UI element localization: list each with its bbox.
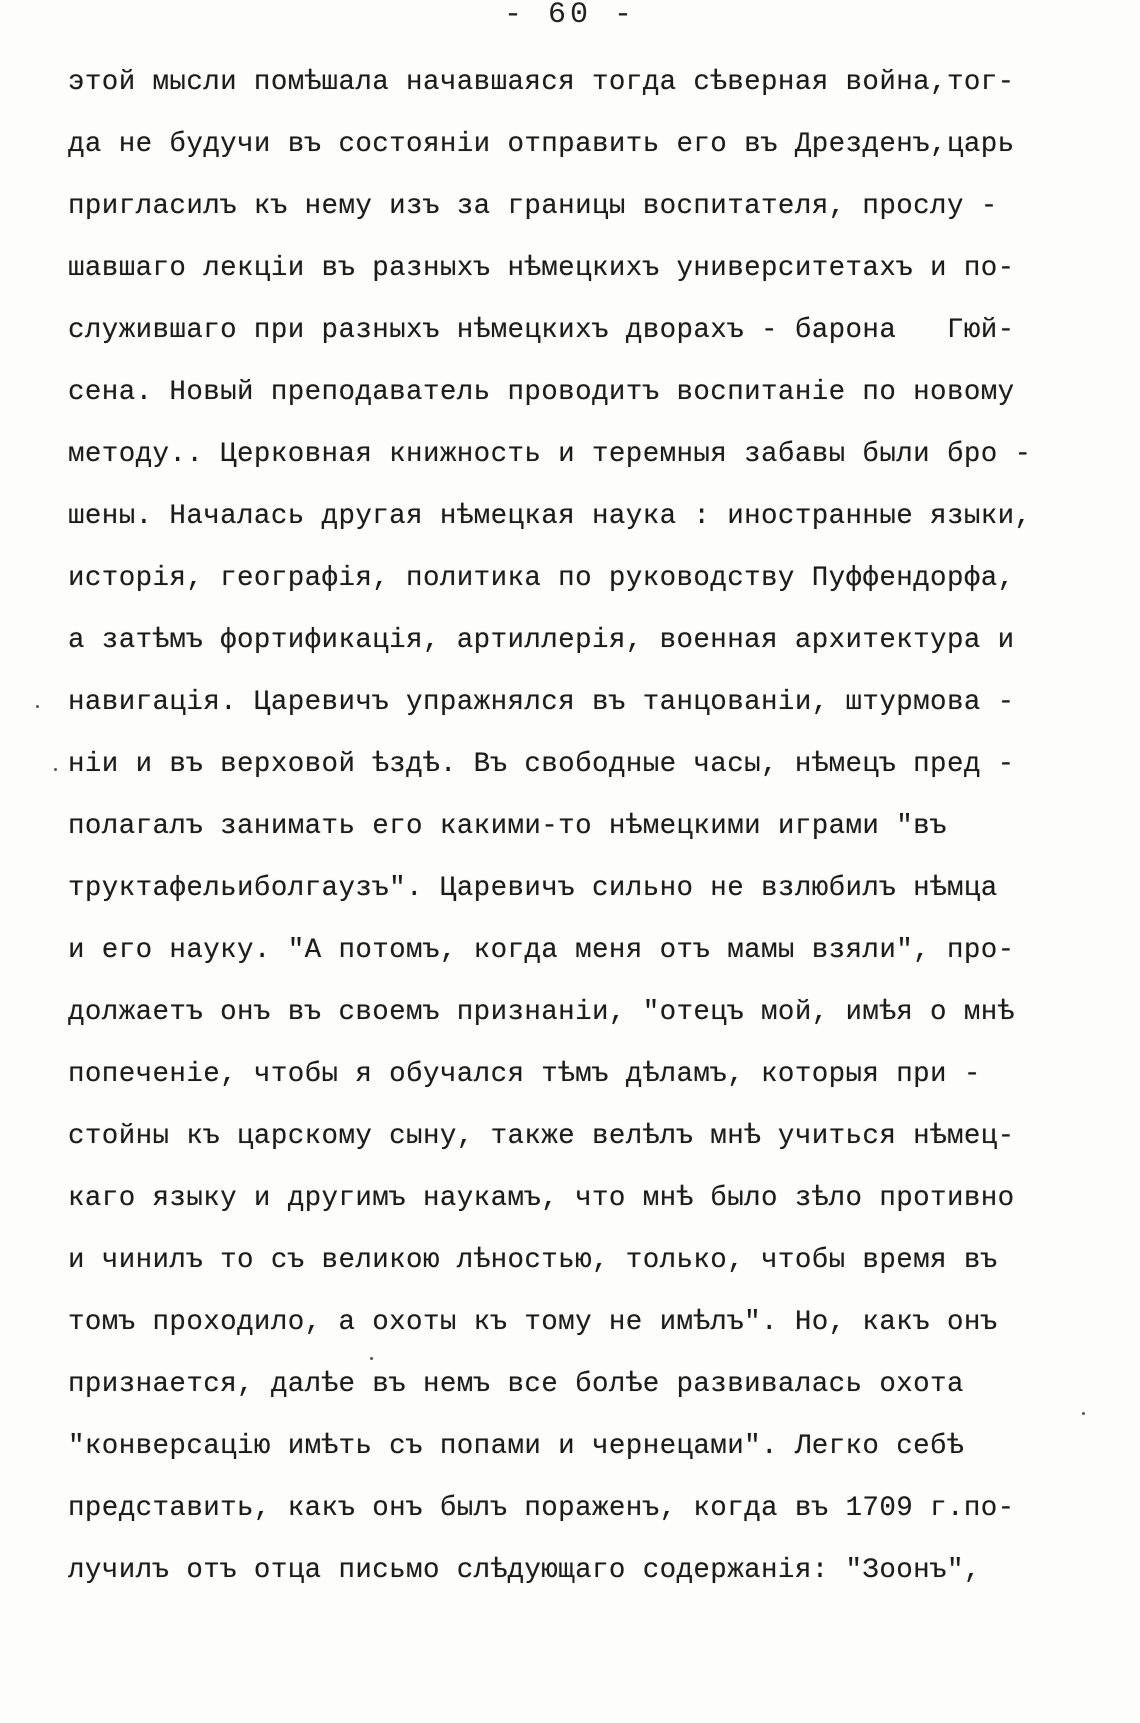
- text-line: этой мысли помѣшала начавшаяся тогда сѣверная война,тог-: [68, 67, 1015, 98]
- text-line: и чинилъ то съ великою лѣностью, только, чтобы время въ: [68, 1245, 998, 1276]
- scan-speck: [1082, 1412, 1085, 1415]
- text-line: попеченіе, чтобы я обучался тѣмъ дѣламъ, которыя при -: [68, 1059, 981, 1090]
- text-line: сена. Новый преподаватель проводитъ воспитаніе по новому: [68, 377, 1015, 408]
- text-line: "конверсацію имѣть съ попами и чернецами". Легко себѣ: [68, 1431, 964, 1462]
- text-line: шавшаго лекціи въ разныхъ нѣмецкихъ университетахъ и по-: [68, 253, 1015, 284]
- text-line: томъ проходило, а охоты къ тому не имѣлъ". Но, какъ онъ: [68, 1307, 998, 1338]
- text-line: и его науку. "А потомъ, когда меня отъ мамы взяли", про-: [68, 935, 1015, 966]
- text-line: представить, какъ онъ былъ пораженъ, когда въ 1709 г.по-: [68, 1493, 1015, 1524]
- text-line: стойны къ царскому сыну, также велѣлъ мнѣ учиться нѣмец-: [68, 1121, 1015, 1152]
- text-line: полагалъ занимать его какими-то нѣмецкими играми "въ: [68, 811, 947, 842]
- text-line: да не будучи въ состояніи отправить его въ Дрезденъ,царь: [68, 129, 1015, 160]
- text-line: лучилъ отъ отца письмо слѣдующаго содержанія: "Зоонъ",: [68, 1555, 981, 1586]
- text-line: труктафельиболгаузъ". Царевичъ сильно не взлюбилъ нѣмца: [68, 873, 998, 904]
- text-line: должаетъ онъ въ своемъ признаніи, "отецъ мой, имѣя о мнѣ: [68, 997, 1015, 1028]
- text-line: признается, далѣе въ немъ все болѣе развивалась охота: [68, 1369, 964, 1400]
- scan-speck: [36, 705, 39, 708]
- body-text: [68, 52, 1078, 1602]
- scan-speck: [370, 1357, 373, 1360]
- text-line: методу.. Церковная книжность и теремныя забавы были бро -: [68, 439, 1032, 470]
- text-line: ніи и въ верховой ѣздѣ. Въ свободные часы, нѣмецъ пред -: [68, 749, 1015, 780]
- text-line: служившаго при разныхъ нѣмецкихъ дворахъ - барона Гюй-: [68, 315, 1015, 346]
- text-line: пригласилъ къ нему изъ за границы воспитателя, прослу -: [68, 191, 998, 222]
- scan-speck: [54, 768, 57, 771]
- text-line: шены. Началась другая нѣмецкая наука : иностранные языки,: [68, 501, 1032, 532]
- page-number: - 60 -: [503, 0, 637, 32]
- text-line: а затѣмъ фортификація, артиллерія, военная архитектура и: [68, 625, 1015, 656]
- text-line: исторія, географія, политика по руководству Пуффендорфа,: [68, 563, 1015, 594]
- text-line: навигація. Царевичъ упражнялся въ танцованіи, штурмова -: [68, 687, 1015, 718]
- text-line: каго языку и другимъ наукамъ, что мнѣ было зѣло противно: [68, 1183, 1015, 1214]
